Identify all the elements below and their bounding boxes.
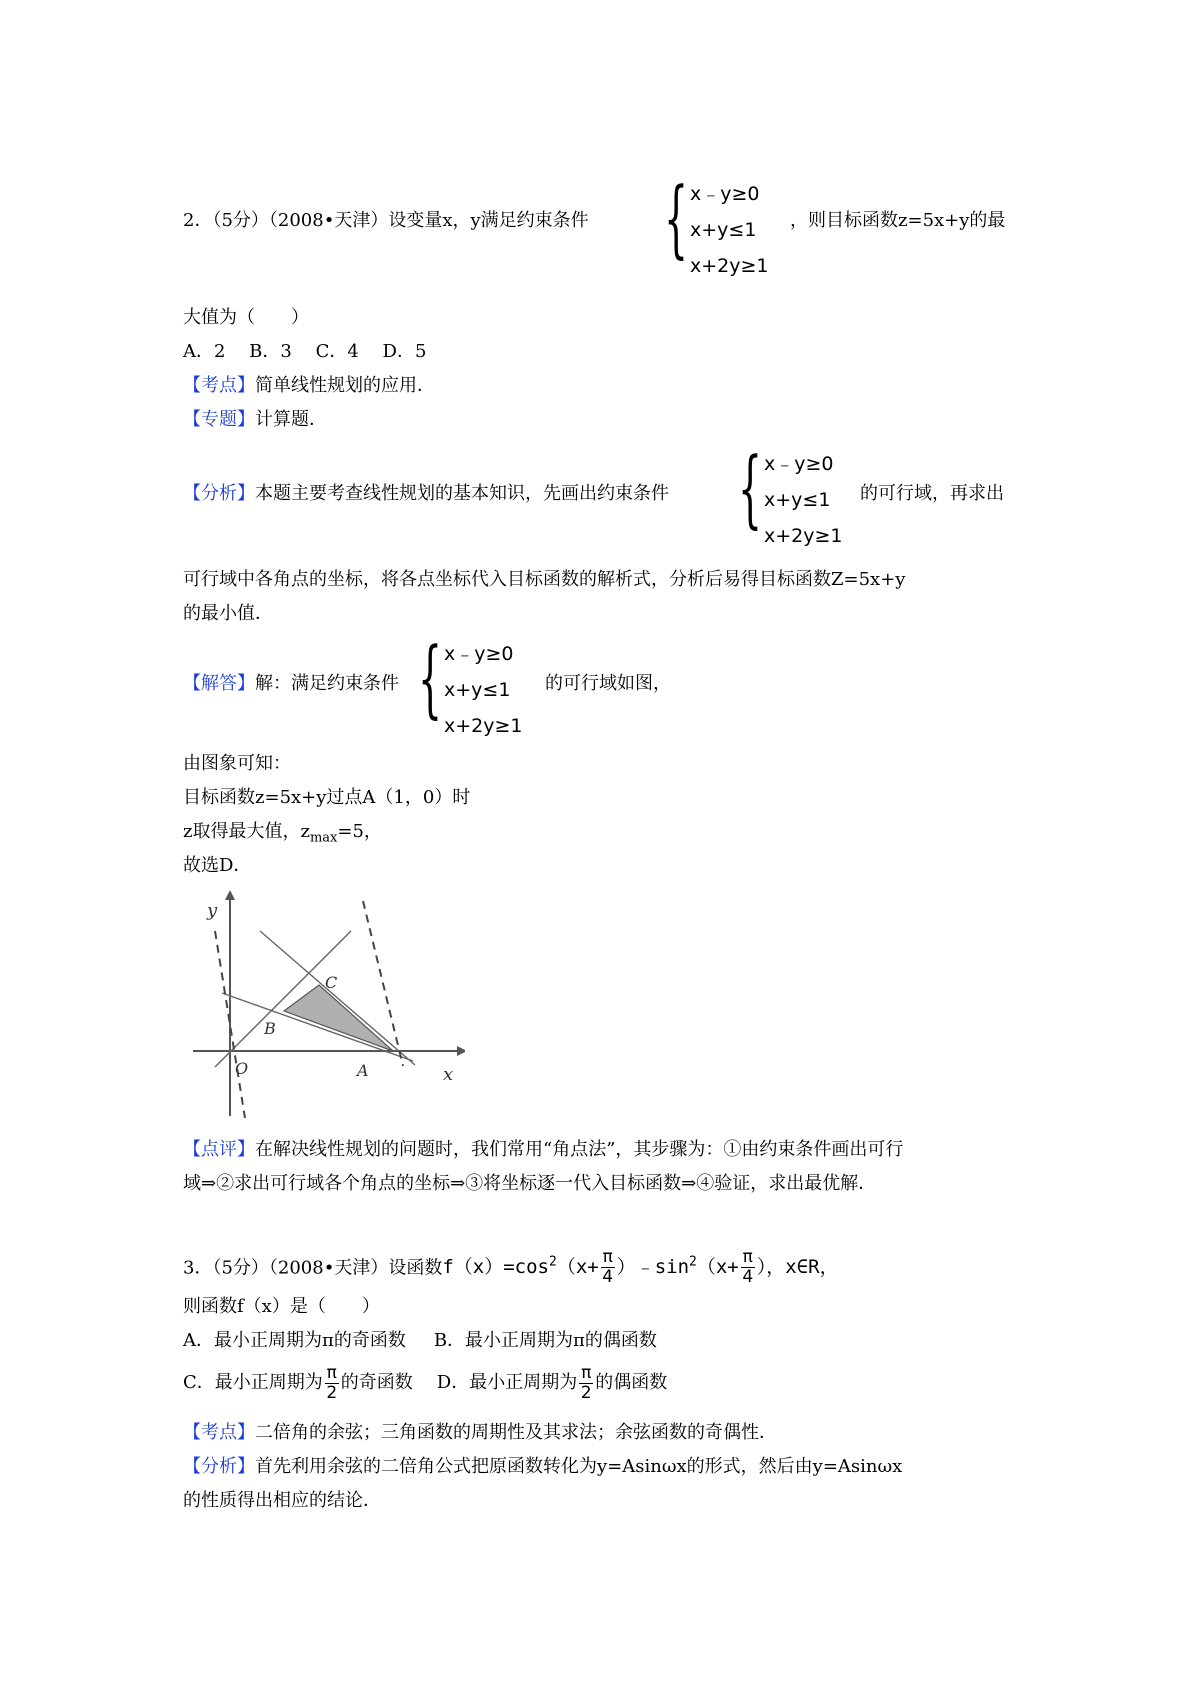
fenxi-constraint-2: x+y≤1	[764, 489, 831, 511]
frac2-den: 4	[742, 1267, 754, 1288]
q3-choice-d2: 的偶函数	[595, 1372, 668, 1393]
q2-jieda-line1	[183, 672, 399, 696]
fx-frac2	[741, 1249, 755, 1286]
q3-fenxi	[183, 1455, 902, 1479]
jieda-constraint-system	[444, 636, 523, 744]
fenxi-constraint-1: x﹣y≥0	[764, 453, 834, 475]
point-a-label: A	[357, 1061, 369, 1080]
fenxi-constraint-brace: {	[738, 439, 763, 537]
kaodian-tag: 【考点】	[183, 375, 255, 396]
q2-constraint-3: x+2y≥1	[690, 255, 769, 277]
frac2-num: π	[742, 1247, 753, 1268]
fenxi-line2: 可行域中各角点的坐标，将各点坐标代入目标函数的解析式，分析后易得目标函数Z=5x+y	[183, 569, 906, 590]
q3-stem-line2: 则函数f（x）是（ ）	[183, 1296, 380, 1317]
q3-choice-d-frac	[579, 1362, 593, 1403]
q3-fenxi-text1: 首先利用余弦的二倍角公式把原函数转化为y=Asinωx的形式，然后由y=Asinωx	[255, 1456, 903, 1477]
jieda-text2: 的可行域如图，	[545, 673, 671, 694]
q3-choice-c-frac	[325, 1362, 339, 1403]
c-frac-num: π	[326, 1362, 337, 1383]
fx-cos: f（x）=cos	[442, 1256, 549, 1279]
fenxi-text2: 的可行域，再求出	[860, 483, 1004, 504]
jieda-l2: 目标函数z=5x+y过点A（1，0）时	[183, 787, 471, 808]
jieda-l4: 故选D．	[183, 855, 252, 876]
jieda-l1: 由图象可知：	[183, 753, 291, 774]
dianping-tag: 【点评】	[183, 1139, 255, 1160]
q3-choice-c1: C．最小正周期为	[183, 1372, 323, 1393]
q3-function-expression	[442, 1247, 839, 1288]
fx-open2: （x+	[696, 1256, 739, 1279]
y-axis-label: y	[207, 900, 218, 921]
q3-choices-ab	[183, 1329, 657, 1353]
fx-sup2: 2	[689, 1255, 697, 1270]
q2-constraint-system	[690, 176, 769, 284]
q3-fenxi-line2: 的性质得出相应的结论．	[183, 1490, 381, 1511]
q3-stem-part1: 3．（5分）（2008•天津）设函数	[183, 1257, 443, 1279]
jieda-l3	[183, 820, 382, 851]
fenxi-constraint-system	[764, 446, 843, 554]
q3-choice-b: B．最小正周期为π的偶函数	[433, 1330, 657, 1351]
dianping-text1: 在解决线性规划的问题时，我们常用“角点法”，其步骤为：①由约束条件画出可行	[255, 1139, 904, 1160]
fx-frac1	[601, 1249, 615, 1286]
point-c-label: C	[325, 973, 338, 992]
q3-choice-a: A．最小正周期为π的奇函数	[183, 1330, 406, 1351]
origin-label: O	[235, 1059, 249, 1078]
jieda-constraint-2: x+y≤1	[444, 679, 511, 701]
q2-constraint-brace: {	[664, 169, 689, 267]
point-b-label: B	[264, 1019, 276, 1038]
frac1-num: π	[602, 1247, 613, 1268]
q3-choices-cd	[183, 1360, 667, 1406]
q2-constraint-2: x+y≤1	[690, 219, 757, 241]
q2-stem-part2: ，则目标函数z=5x+y的最	[790, 210, 1006, 231]
fenxi-tag: 【分析】	[183, 483, 255, 504]
q2-stem-line2: 大值为（ ）	[183, 307, 309, 328]
jieda-constraint-3: x+2y≥1	[444, 715, 523, 737]
q2-dianping-line2: 域⇒②求出可行域各个角点的坐标⇒③将坐标逐一代入目标函数⇒④验证，求出最优解．	[183, 1173, 877, 1194]
x-axis-label: x	[443, 1064, 454, 1085]
q3-stem	[183, 1240, 839, 1291]
fenxi-line3: 的最小值．	[183, 603, 273, 624]
q2-choices: A．2 B．3 C．4 D．5	[183, 341, 427, 362]
q3-kaodian-tag: 【考点】	[183, 1422, 255, 1443]
q3-fenxi-tag: 【分析】	[183, 1456, 255, 1477]
q2-kaodian	[183, 374, 435, 398]
q2-dianping-line1	[183, 1138, 903, 1162]
q3-choice-c2: 的奇函数	[340, 1372, 413, 1393]
feasible-region-figure	[185, 888, 465, 1120]
q2-fenxi-line1	[183, 482, 669, 506]
fx-sin: ）﹣sin	[616, 1256, 690, 1279]
frac1-den: 4	[602, 1267, 614, 1288]
fx-sup1: 2	[548, 1255, 557, 1270]
fenxi-constraint-3: x+2y≥1	[764, 525, 843, 547]
zhuanti-tag: 【专题】	[183, 409, 255, 430]
jieda-text1: 解：满足约束条件	[255, 673, 399, 694]
q2-stem	[183, 209, 589, 233]
q3-kaodian-text: 二倍角的余弦；三角函数的周期性及其求法；余弦函数的奇偶性．	[255, 1422, 777, 1443]
d-frac-num: π	[581, 1362, 592, 1383]
jieda-l3b: =5，	[337, 821, 382, 842]
fenxi-text1: 本题主要考查线性规划的基本知识，先画出约束条件	[255, 483, 669, 504]
jieda-constraint-brace: {	[418, 629, 443, 727]
jieda-l3a: z取得最大值，z	[183, 821, 310, 842]
kaodian-text: 简单线性规划的应用．	[255, 375, 435, 396]
q3-choice-d1: D．最小正周期为	[436, 1372, 578, 1393]
q2-zhuanti	[183, 408, 327, 432]
c-frac-den: 2	[326, 1382, 338, 1403]
q2-constraint-1: x﹣y≥0	[690, 183, 760, 205]
fx-close: ），x∈R，	[756, 1256, 839, 1279]
q2-stem-part1: 2．（5分）（2008•天津）设变量x，y满足约束条件	[183, 210, 589, 231]
zhuanti-text: 计算题．	[255, 409, 327, 430]
q3-kaodian	[183, 1421, 777, 1445]
jieda-tag: 【解答】	[183, 673, 255, 694]
fx-open1: （x+	[556, 1256, 599, 1279]
jieda-l3-sub: max	[309, 830, 338, 846]
jieda-constraint-1: x﹣y≥0	[444, 643, 514, 665]
d-frac-den: 2	[580, 1382, 592, 1403]
